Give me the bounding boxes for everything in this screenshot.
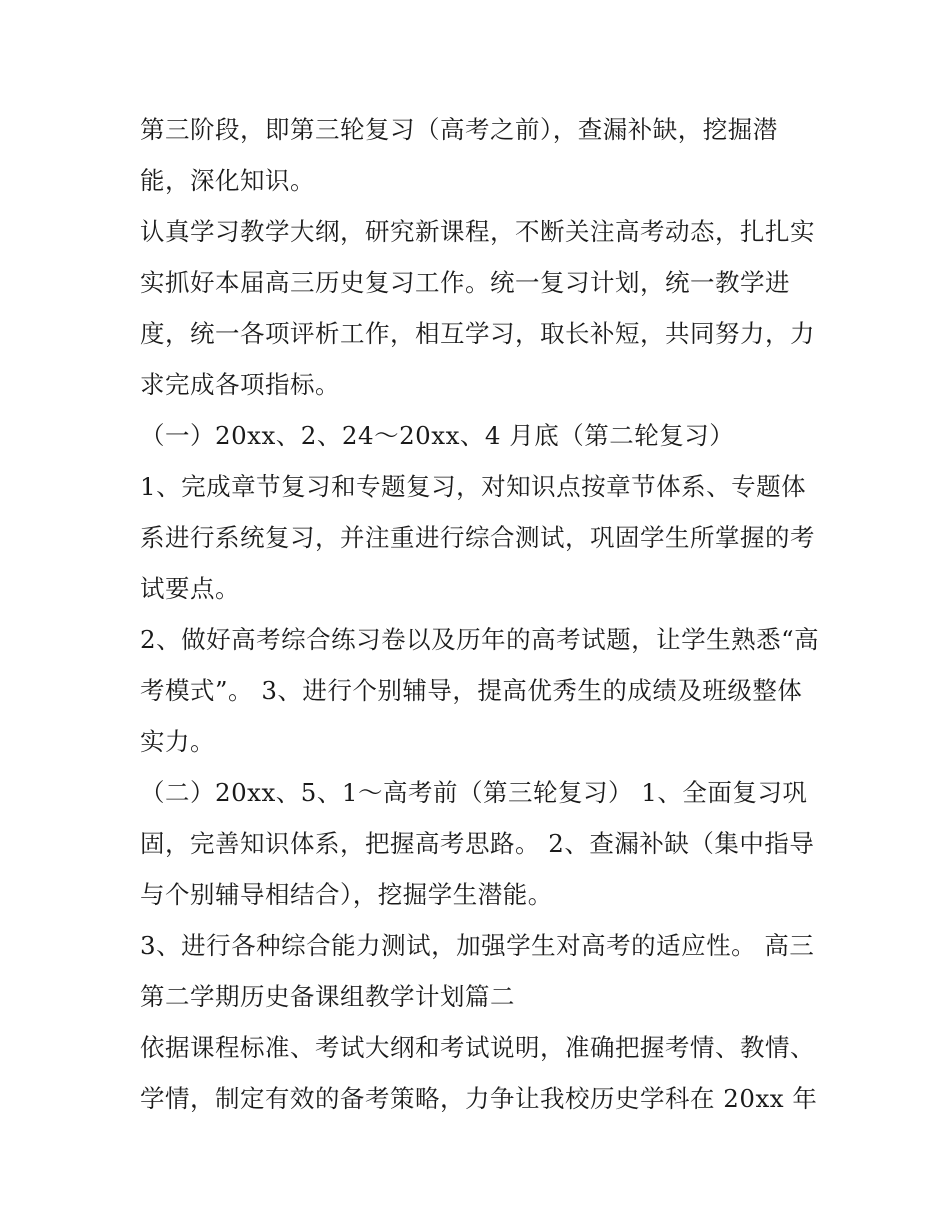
text-line: 第三阶段，即第三轮复习（高考之前），查漏补缺，挖掘潜 bbox=[140, 115, 778, 144]
section-heading: （一）20xx、2、24～20xx、4 月底（第二轮复习） bbox=[140, 421, 735, 450]
text-line: 固，完善知识体系，把握高考思路。 2、查漏补缺（集中指导 bbox=[140, 829, 815, 858]
text-line: 依据课程标准、考试大纲和考试说明，准确把握考情、教情、 bbox=[140, 1033, 815, 1062]
text-line: 实力。 bbox=[140, 727, 215, 756]
text-line: 能，深化知识。 bbox=[140, 166, 315, 195]
text-line: 认真学习教学大纲，研究新课程，不断关注高考动态，扎扎实 bbox=[140, 217, 815, 246]
text-line: 实抓好本届高三历史复习工作。统一复习计划，统一教学进 bbox=[140, 268, 790, 297]
text-line: 1、完成章节复习和专题复习，对知识点按章节体系、专题体 bbox=[140, 472, 807, 501]
text-line: 度，统一各项评析工作，相互学习，取长补短，共同努力，力 bbox=[140, 319, 815, 348]
text-line: 2、做好高考综合练习卷以及历年的高考试题，让学生熟悉“高 bbox=[140, 625, 820, 654]
text-line: 试要点。 bbox=[140, 574, 240, 603]
text-line: 3、进行各种综合能力测试，加强学生对高考的适应性。 高三 bbox=[140, 931, 815, 960]
text-line: 系进行系统复习，并注重进行综合测试，巩固学生所掌握的考 bbox=[140, 523, 815, 552]
text-line: 考模式”。 3、进行个别辅导，提高优秀生的成绩及班级整体 bbox=[140, 676, 803, 705]
text-line: 与个别辅导相结合），挖掘学生潜能。 bbox=[140, 880, 553, 909]
text-line: 求完成各项指标。 bbox=[140, 370, 340, 399]
text-line: 第二学期历史备课组教学计划篇二 bbox=[140, 982, 515, 1011]
document-body bbox=[140, 104, 830, 1124]
section-heading: （二）20xx、5、1～高考前（第三轮复习） 1、全面复习巩 bbox=[140, 778, 808, 807]
text-line: 学情，制定有效的备考策略，力争让我校历史学科在 20xx 年 bbox=[140, 1084, 818, 1113]
